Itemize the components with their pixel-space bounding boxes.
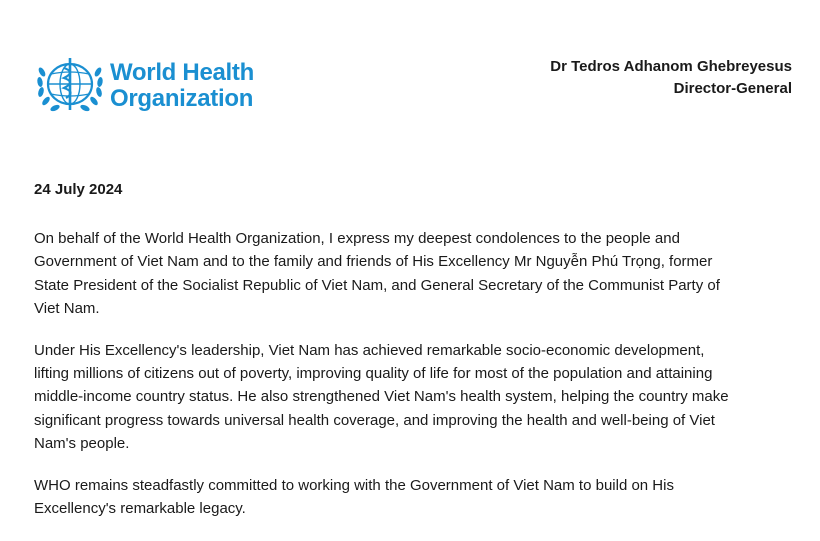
paragraph-condolences: [34, 227, 804, 321]
text-line: Government of Viet Nam and to the family and friends of His Excellency Mr Nguyễn Phú Trọng, former: [34, 253, 713, 271]
text-line: Viet Nam.: [34, 300, 100, 318]
text-line: middle-income country status. He also strengthened Viet Nam's health system, helping the country make: [34, 388, 729, 406]
logo-line-2: Organization: [110, 85, 254, 112]
paragraph-commitment: [34, 474, 804, 521]
text-line: Nam's people.: [34, 435, 130, 453]
text-line: On behalf of the World Health Organization, I express my deepest condolences to the people and: [34, 230, 680, 247]
text-line: significant progress towards universal health coverage, and improving the health and well-being of Viet: [34, 411, 715, 429]
signatory-title: Director-General: [673, 80, 792, 97]
text-line: State President of the Socialist Republic of Viet Nam, and General Secretary of the Communist Party of: [34, 276, 720, 294]
paragraph-leadership: [34, 339, 804, 456]
signatory-block: [550, 56, 792, 100]
text-line: Under His Excellency's leadership, Viet Nam has achieved remarkable socio-economic development,: [34, 341, 705, 359]
who-emblem-icon: [34, 54, 106, 118]
letter-date: 24 July 2024: [34, 181, 123, 198]
text-line: lifting millions of citizens out of poverty, improving quality of life for most of the population and attaining: [34, 365, 713, 383]
who-logo: [34, 54, 254, 118]
text-line: WHO remains steadfastly committed to working with the Government of Viet Nam to build on His: [34, 476, 674, 494]
text-line: Excellency's remarkable legacy.: [34, 500, 246, 518]
logo-wordmark: [110, 60, 254, 112]
logo-line-1: World Health: [110, 59, 254, 86]
signatory-name: Dr Tedros Adhanom Ghebreyesus: [550, 58, 792, 75]
letter-body: [34, 227, 804, 538]
